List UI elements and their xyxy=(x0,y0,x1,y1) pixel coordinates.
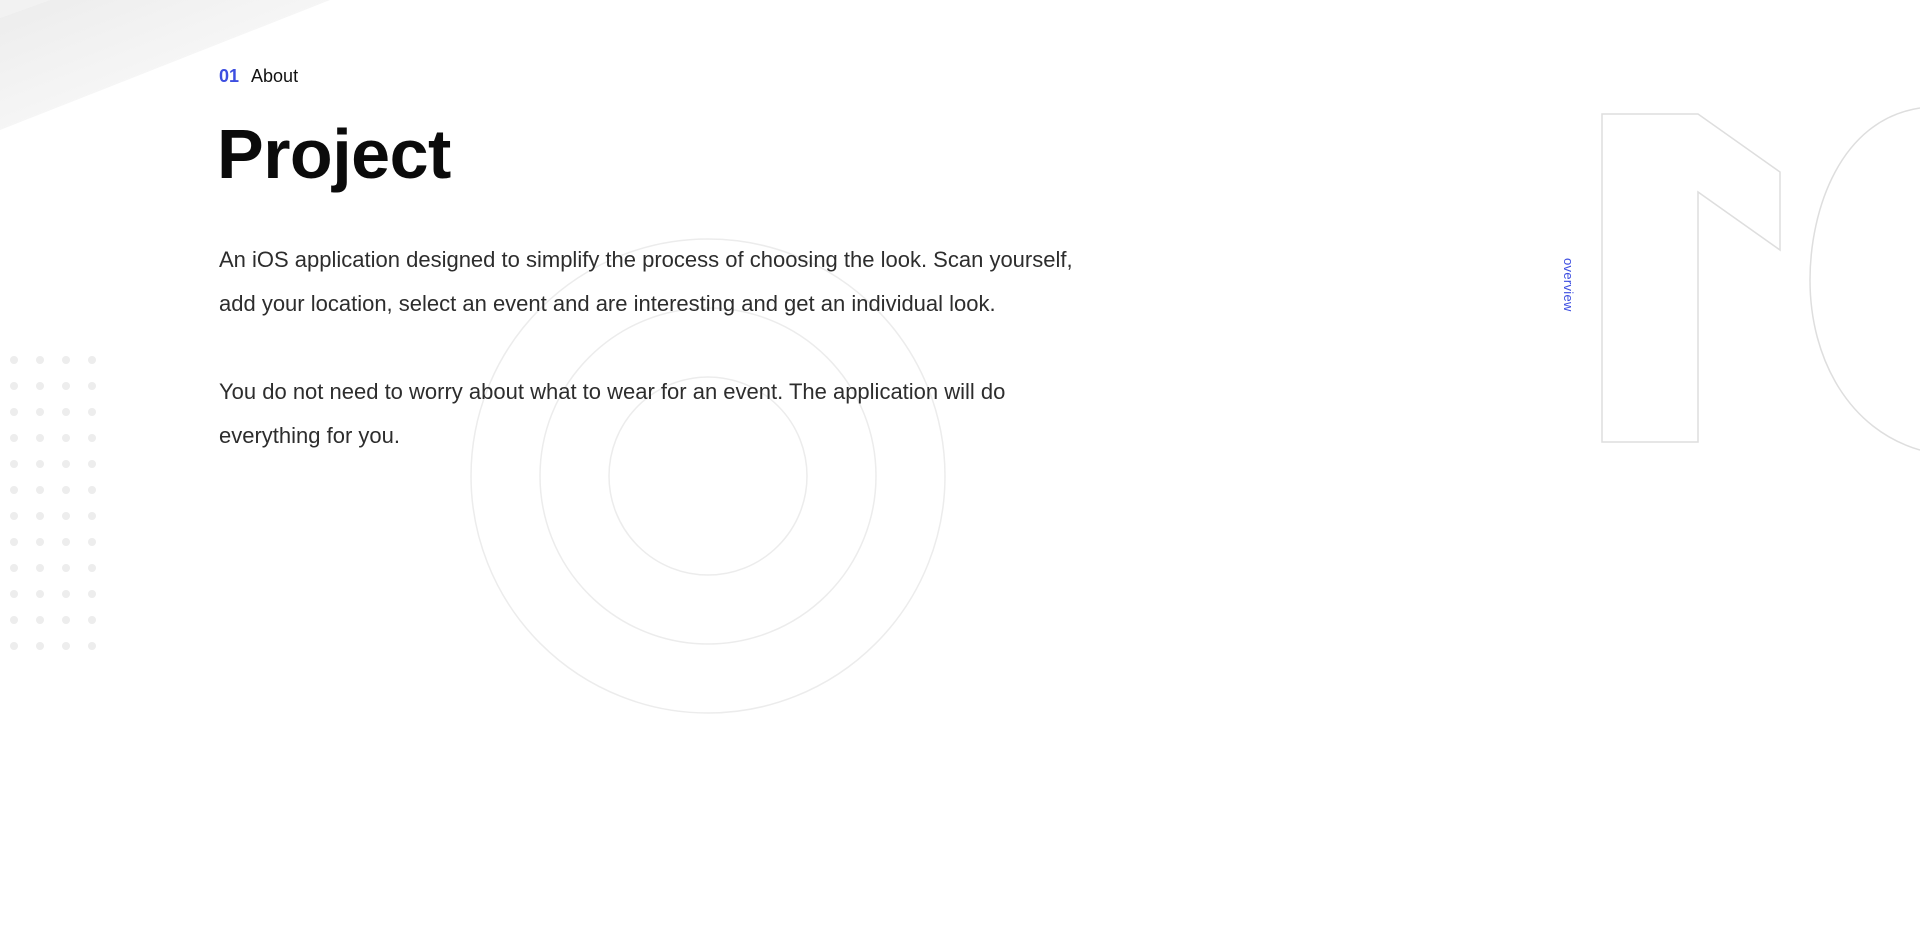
grid-dot xyxy=(62,512,70,520)
grid-dot xyxy=(10,382,18,390)
grid-dot xyxy=(88,382,96,390)
grid-dot xyxy=(36,616,44,624)
grid-dot xyxy=(62,382,70,390)
grid-dot xyxy=(88,408,96,416)
grid-dot xyxy=(88,356,96,364)
grid-dot xyxy=(10,564,18,572)
grid-dot xyxy=(10,460,18,468)
grid-dot xyxy=(10,356,18,364)
grid-dot xyxy=(36,356,44,364)
grid-dot xyxy=(62,590,70,598)
grid-dot xyxy=(36,460,44,468)
grid-dot xyxy=(62,408,70,416)
grid-dot xyxy=(10,642,18,650)
grid-dot xyxy=(36,590,44,598)
description-paragraph: An iOS application designed to simplify the process of choosing the look. Scan yourself, add your location, select an event and are interesting and get an individual look. xyxy=(219,247,1073,316)
grid-dot xyxy=(36,486,44,494)
grid-dot xyxy=(62,356,70,364)
grid-dot xyxy=(10,512,18,520)
project-description xyxy=(219,238,1099,502)
grid-dot xyxy=(62,486,70,494)
grid-dot xyxy=(36,538,44,546)
grid-dot xyxy=(36,408,44,416)
grid-dot xyxy=(88,616,96,624)
outlined-letters-decoration xyxy=(1590,100,1920,460)
grid-dot xyxy=(10,434,18,442)
grid-dot xyxy=(10,408,18,416)
grid-dot xyxy=(62,434,70,442)
grid-dot xyxy=(62,616,70,624)
grid-dot xyxy=(10,590,18,598)
grid-dot xyxy=(62,564,70,572)
section-name: About xyxy=(251,66,299,86)
grid-dot xyxy=(10,486,18,494)
grid-dot xyxy=(88,590,96,598)
section-number: 01 xyxy=(219,66,240,86)
page-title: Project xyxy=(217,115,451,193)
grid-dot xyxy=(36,434,44,442)
grid-dot xyxy=(36,382,44,390)
dot-grid-decoration xyxy=(6,352,106,662)
grid-dot xyxy=(88,642,96,650)
grid-dot xyxy=(36,642,44,650)
grid-dot xyxy=(88,538,96,546)
grid-dot xyxy=(88,564,96,572)
grid-dot xyxy=(88,434,96,442)
grid-dot xyxy=(10,538,18,546)
section-label xyxy=(219,64,298,88)
grid-dot xyxy=(88,486,96,494)
description-paragraph: You do not need to worry about what to wear for an event. The application will do everything for you. xyxy=(219,379,1006,448)
side-label-overview[interactable] xyxy=(1560,258,1576,318)
side-label-text: overview xyxy=(1561,258,1576,312)
grid-dot xyxy=(62,538,70,546)
grid-dot xyxy=(62,642,70,650)
grid-dot xyxy=(36,564,44,572)
grid-dot xyxy=(10,616,18,624)
grid-dot xyxy=(62,460,70,468)
grid-dot xyxy=(36,512,44,520)
grid-dot xyxy=(88,512,96,520)
grid-dot xyxy=(88,460,96,468)
